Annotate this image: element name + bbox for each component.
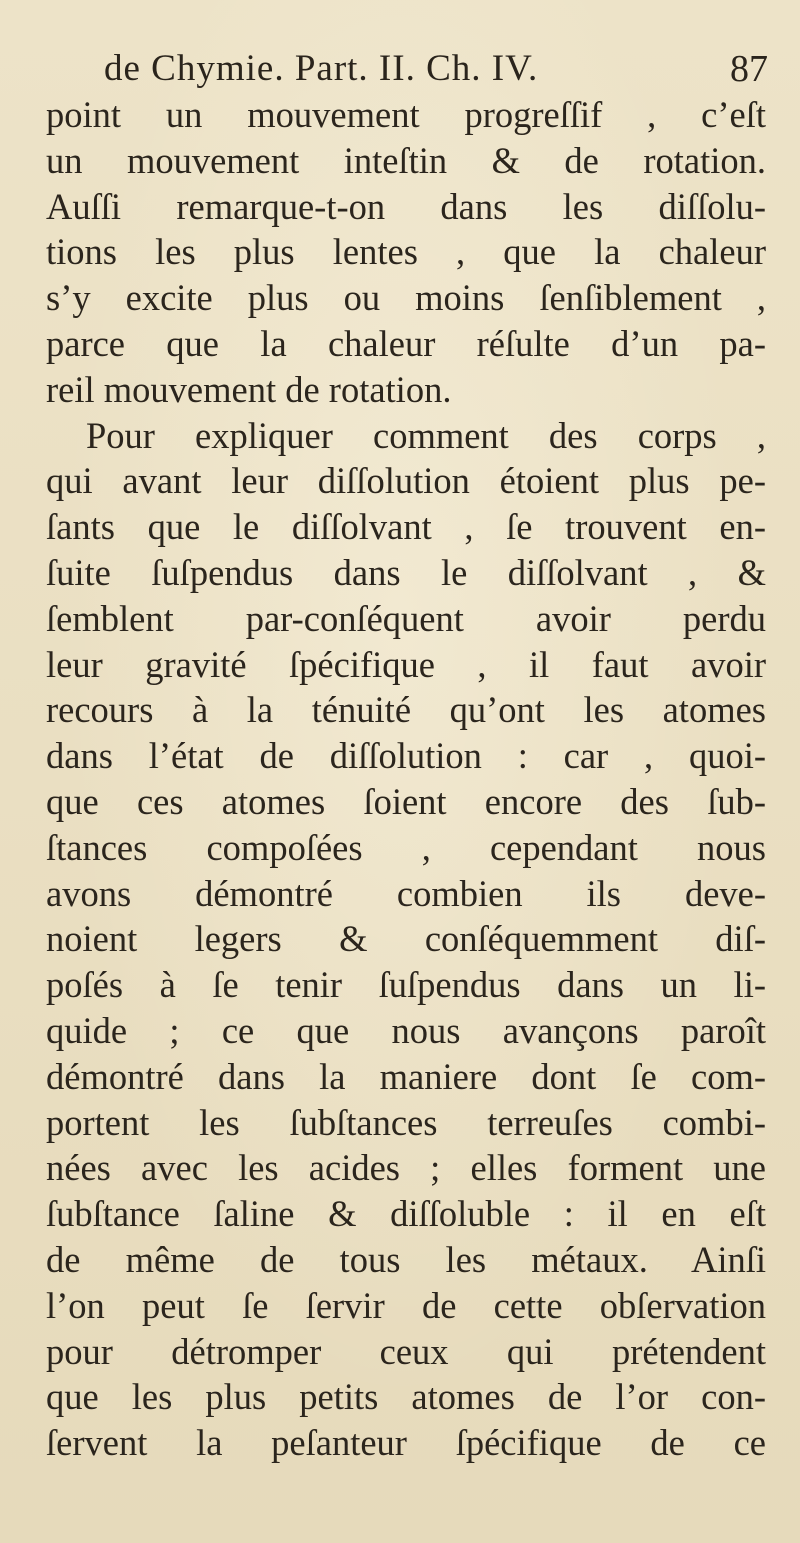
text-line: quide ; ce que nous avançons paroît [46, 1009, 766, 1051]
text-line: reil mouvement de rotation. [46, 368, 452, 410]
body-text [46, 92, 766, 1466]
text-line: ſants que le diſſolvant , ſe trouvent en- [46, 506, 766, 548]
text-line: s’y excite plus ou moins ſenſiblement , [46, 277, 766, 319]
text-line: recours à la ténuité qu’ont les atomes [46, 689, 766, 731]
text-line: ſubſtance ſaline & diſſoluble : il en eſt [46, 1193, 766, 1235]
text-line: un mouvement inteſtin & de rotation. [46, 139, 766, 181]
text-line: tions les plus lentes , que la chaleur [46, 231, 766, 273]
text-line: noient legers & conſéquemment diſ- [46, 918, 766, 960]
text-line: ſervent la peſanteur ſpécifique de ce [46, 1422, 766, 1464]
text-line: dans l’état de diſſolution : car , quoi- [46, 735, 766, 777]
text-line: pour détromper ceux qui prétendent [46, 1330, 766, 1372]
text-line: que les plus petits atomes de l’or con- [46, 1376, 766, 1418]
page-number: 87 [730, 48, 768, 90]
text-line: ſemblent par-conſéquent avoir perdu [46, 597, 766, 639]
text-line: qui avant leur diſſolution étoient plus pe- [46, 460, 766, 502]
text-line: poſés à ſe tenir ſuſpendus dans un li- [46, 964, 766, 1006]
text-line: portent les ſubſtances terreuſes combi- [46, 1101, 766, 1143]
text-line: nées avec les acides ; elles forment une [46, 1147, 766, 1189]
text-line: Auſſi remarque-t-on dans les diſſolu- [46, 185, 766, 227]
text-line: avons démontré combien ils deve- [46, 872, 766, 914]
text-line: parce que la chaleur réſulte d’un pa- [46, 322, 766, 364]
text-line: leur gravité ſpécifique , il faut avoir [46, 643, 766, 685]
text-line: démontré dans la maniere dont ſe com- [46, 1055, 766, 1097]
text-line: point un mouvement progreſſif , c’eſt [46, 94, 766, 135]
text-line: ſtances compoſées , cependant nous [46, 826, 766, 868]
paragraph [46, 92, 766, 413]
running-head-title: de Chymie. Part. II. Ch. IV. [104, 48, 539, 89]
running-head [0, 44, 800, 94]
text-line: l’on peut ſe ſervir de cette obſervation [46, 1284, 766, 1326]
text-line: de même de tous les métaux. Ainſi [46, 1238, 766, 1280]
text-line: Pour expliquer comment des corps , [86, 414, 766, 456]
text-line: ſuite ſuſpendus dans le diſſolvant , & [46, 551, 766, 593]
paragraph [46, 413, 766, 1466]
text-line: que ces atomes ſoient encore des ſub- [46, 780, 766, 822]
